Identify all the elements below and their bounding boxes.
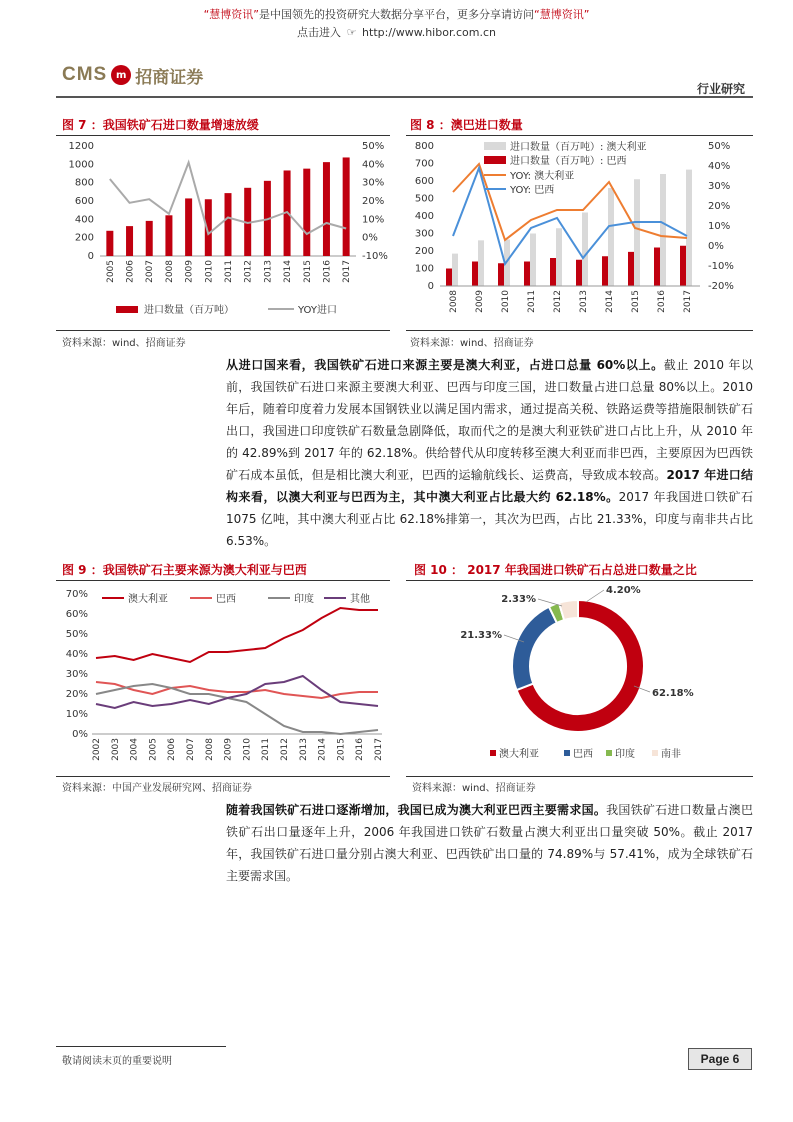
footer-note: 敬请阅读末页的重要说明 <box>62 1056 172 1067</box>
fig8-bar-brazil <box>628 252 634 286</box>
fig9-bottom-rule <box>56 776 390 777</box>
fig7-ytick-right: 50% <box>362 141 385 152</box>
fig8-bar-australia <box>608 188 614 286</box>
fig8-bar-brazil <box>602 256 608 286</box>
fig7-ytick-left: 800 <box>74 177 94 189</box>
fig8-xtick: 2016 <box>657 290 667 313</box>
fig9-xtick: 2016 <box>355 738 366 761</box>
fig7-xtick: 2017 <box>342 260 353 283</box>
fig8-source: 资料来源：wind、招商证券 <box>410 338 534 349</box>
fig8-bottom-rule <box>406 330 753 331</box>
paragraph-import-sources <box>226 354 753 552</box>
fig7-xtick: 2010 <box>204 260 215 283</box>
fig9-ytick: 50% <box>65 629 88 640</box>
section-label: 行业研究 <box>696 82 745 96</box>
fig8-bar-australia <box>582 213 588 287</box>
fig10-value-label-india: 2.33% <box>501 594 536 605</box>
fig10-legend-swatch <box>652 750 658 756</box>
fig10-source: 资料来源：wind、招商证券 <box>412 783 536 794</box>
fig8-ytick-right: 10% <box>708 221 731 232</box>
fig8-xtick: 2015 <box>631 290 641 313</box>
fig8-bar-brazil <box>654 248 660 287</box>
fig9-title: 图 9 ：我国铁矿石主要来源为澳大利亚与巴西 <box>62 563 307 577</box>
banner-url[interactable]: http://www.hibor.com.cn <box>362 26 496 39</box>
fig8-bar-brazil <box>472 262 478 287</box>
fig8-ytick-left: 300 <box>414 228 434 240</box>
fig9-source: 资料来源：中国产业发展研究网、招商证券 <box>62 783 252 794</box>
fig9-xtick: 2003 <box>110 738 121 761</box>
fig7-ytick-left: 1200 <box>68 141 94 152</box>
fig7-legend-bar-label: 进口数量（百万吨） <box>144 305 234 316</box>
fig10-legend-swatch <box>564 750 570 756</box>
fig7-bottom-rule <box>56 330 390 331</box>
fig9-xtick: 2004 <box>129 738 140 761</box>
fig9-xtick: 2013 <box>298 738 309 761</box>
fig8-xtick: 2009 <box>475 290 485 313</box>
fig9-ytick: 60% <box>65 609 88 620</box>
fig8-ytick-left: 0 <box>427 281 434 292</box>
para1-body: 截止 2010 年以前，我国铁矿石进口来源主要澳大利亚、巴西与印度三国，进口数量占进口总量 80%以上。2010 年后，随着印度着力发展本国钢铁业以满足国内需求，通过提高关税、铁路运费等措施限制铁矿石出口，我国进口印度铁矿石数量急剧降低，取而代之的是澳大利亚铁矿进口占比上升，从 2010 年的 42.89%到 2017 年的 62.18%。供给替代从印度转移至澳大利亚而非巴西，主要原因为巴西铁矿石成本虽低，但是相比澳大利亚，巴西的运输航线长、运费高，导致成本较高。 <box>226 358 754 482</box>
fig9-legend-label: 印度 <box>294 594 314 605</box>
fig8-legend-yoy-br-label: YOY: 巴西 <box>510 185 555 196</box>
fig10-legend-label: 印度 <box>615 749 635 760</box>
fig9-xtick: 2010 <box>242 738 253 761</box>
fig9-xtick: 2009 <box>223 738 234 761</box>
fig9-xtick: 2012 <box>280 738 290 761</box>
fig7-title: 图 7 ：我国铁矿石进口数量增速放缓 <box>62 118 259 132</box>
fig8-bar-australia <box>686 170 692 286</box>
banner-brand: “慧博资讯” <box>203 8 259 21</box>
pointer-hand-icon: ☞ <box>346 26 357 39</box>
fig7-legend-line-label: YOY进口 <box>298 305 337 316</box>
fig7-ytick-right: 10% <box>362 214 385 226</box>
fig10-leader-south-africa <box>586 590 604 602</box>
fig10-slice-brazil <box>512 607 557 690</box>
fig8-xtick: 2014 <box>605 290 615 313</box>
fig9-ytick: 30% <box>65 669 88 680</box>
fig7-bar <box>343 157 350 256</box>
fig7-xtick: 2009 <box>184 260 195 283</box>
cms-logo <box>62 64 203 86</box>
fig7-ytick-left: 1000 <box>68 159 94 171</box>
fig7-ytick-right: -10% <box>362 251 388 262</box>
fig9-xtick: 2006 <box>167 738 178 761</box>
fig10-value-label-south-africa: 4.20% <box>606 585 641 596</box>
fig8-xtick: 2013 <box>579 290 589 313</box>
fig8-chart <box>406 138 753 326</box>
fig8-legend-brazil-swatch <box>484 156 506 164</box>
fig8-bar-brazil <box>680 246 686 286</box>
fig8-ytick-right: 50% <box>708 141 731 152</box>
fig8-bar-brazil <box>446 269 452 287</box>
fig7-xtick: 2011 <box>224 260 234 283</box>
fig10-bottom-rule <box>406 776 753 777</box>
fig8-bar-australia <box>556 228 562 286</box>
fig7-ytick-left: 600 <box>74 196 94 207</box>
fig7-xtick: 2012 <box>243 260 254 283</box>
fig7-source: 资料来源：wind、招商证券 <box>62 338 186 349</box>
fig8-legend-brazil-label: 进口数量（百万吨）: 巴西 <box>510 156 627 167</box>
fig9-legend-label: 澳大利亚 <box>128 594 168 605</box>
para2-body: 我国铁矿石进口数量占澳巴铁矿石出口量逐年上升，2006 年我国进口铁矿石数量占澳大利亚出口量突破 50%。截止 2017 年，我国铁矿石进口量分别占澳大利亚、巴西铁矿出口量的 74.89%与 57.41%，成为全球铁矿石主要需求国。 <box>226 803 753 883</box>
fig7-chart <box>56 138 396 326</box>
top-banner <box>0 6 793 22</box>
fig8-bar-australia <box>634 179 640 286</box>
fig8-ytick-left: 700 <box>414 158 434 170</box>
fig8-ytick-right: 20% <box>708 201 731 212</box>
fig8-ytick-right: 0% <box>708 241 724 252</box>
fig8-xtick: 2008 <box>449 290 459 313</box>
fig7-xtick: 2008 <box>164 260 175 283</box>
fig9-xtick: 2017 <box>374 738 384 761</box>
banner-enter-label: 点击进入 <box>297 26 342 39</box>
fig7-ytick-left: 400 <box>74 214 94 226</box>
fig7-xtick: 2007 <box>145 260 156 283</box>
fig7-ytick-left: 200 <box>74 232 94 244</box>
para1-lead: 从进口国来看，我国铁矿石进口来源主要是澳大利亚，占进口总量 60%以上。 <box>226 358 664 372</box>
fig8-ytick-right: 40% <box>708 161 731 172</box>
fig10-title: 图 10 ： 2017 年我国进口铁矿石占总进口数量之比 <box>414 563 697 577</box>
fig9-chart <box>56 582 390 772</box>
fig7-xtick: 2013 <box>263 260 274 283</box>
logo-cn-text: 招商证券 <box>135 67 204 88</box>
fig9-xtick: 2008 <box>204 738 215 761</box>
fig8-bar-australia <box>452 254 458 286</box>
fig9-xtick: 2005 <box>148 738 159 761</box>
fig8-bar-australia <box>660 174 666 286</box>
fig8-title: 图 8 ：澳巴进口数量 <box>410 118 523 132</box>
page-number: Page 6 <box>688 1048 752 1070</box>
fig9-title-rule <box>56 580 390 581</box>
fig8-legend-australia-swatch <box>484 142 506 150</box>
fig10-chart <box>406 582 753 772</box>
fig7-xtick: 2015 <box>302 260 313 283</box>
fig10-legend-label: 澳大利亚 <box>499 749 539 760</box>
logo-cms-text: CMS <box>62 64 108 85</box>
fig8-xtick: 2011 <box>527 290 537 313</box>
fig8-bar-australia <box>530 234 536 287</box>
fig10-legend-swatch <box>606 750 612 756</box>
fig9-xtick: 2015 <box>336 738 347 761</box>
fig10-value-label-australia: 62.18% <box>652 688 694 699</box>
fig8-yoy-brazil-line <box>453 168 687 264</box>
fig8-xtick: 2017 <box>683 290 693 313</box>
fig9-ytick: 20% <box>65 689 88 700</box>
banner-brand-2: “慧博资讯” <box>534 8 590 21</box>
fig10-title-rule <box>406 580 753 581</box>
fig7-bar <box>126 226 133 256</box>
fig7-ytick-right: 40% <box>362 159 385 171</box>
fig9-xtick: 2014 <box>317 738 328 761</box>
fig8-bar-brazil <box>576 260 582 286</box>
fig7-ytick-right: 0% <box>362 232 378 244</box>
fig9-ytick: 40% <box>65 649 88 660</box>
fig8-bar-australia <box>478 240 484 286</box>
fig8-bar-brazil <box>524 262 530 287</box>
fig7-bar <box>303 169 310 256</box>
fig7-xtick: 2005 <box>105 260 116 283</box>
fig7-bar <box>165 215 172 256</box>
fig9-xtick: 2002 <box>92 738 102 761</box>
fig9-xtick: 2007 <box>186 738 196 761</box>
fig8-xtick: 2012 <box>553 290 563 313</box>
fig7-ytick-left: 0 <box>87 251 94 262</box>
fig9-ytick: 70% <box>65 589 88 600</box>
fig9-ytick: 10% <box>65 709 88 720</box>
banner-link-row[interactable] <box>0 24 793 40</box>
fig8-ytick-left: 400 <box>414 211 434 222</box>
para1-body-2: 2017 年我国进口铁矿石 1075 亿吨，其中澳大利亚占比 62.18%排第一，其次为巴西，占比 21.33%，印度与南非共占比 6.53%。 <box>226 490 753 548</box>
fig8-ytick-left: 200 <box>414 246 434 257</box>
fig7-xtick: 2016 <box>322 260 333 283</box>
fig7-bar <box>146 221 153 256</box>
fig9-ytick: 0% <box>72 729 88 740</box>
fig9-legend-label: 其他 <box>350 594 370 605</box>
fig8-bar-brazil <box>550 258 556 286</box>
logo-badge-icon: m <box>111 65 131 85</box>
fig8-bar-brazil <box>498 263 504 286</box>
fig7-bar <box>323 162 330 256</box>
fig7-bar <box>225 193 232 256</box>
fig10-value-label-brazil: 21.33% <box>460 630 502 641</box>
fig9-line-australia <box>96 608 378 662</box>
fig9-xtick: 2011 <box>261 738 272 761</box>
fig7-title-rule <box>56 135 390 136</box>
fig8-title-rule <box>406 135 753 136</box>
paragraph-demand <box>226 799 753 887</box>
fig10-legend-swatch <box>490 750 496 756</box>
para2-lead: 随着我国铁矿石进口逐渐增加，我国已成为澳大利亚巴西主要需求国。 <box>226 803 607 817</box>
fig9-legend-label: 巴西 <box>216 594 236 605</box>
banner-text: 是中国领先的投资研究大数据分享平台，更多分享请访问 <box>259 8 534 21</box>
fig8-ytick-left: 800 <box>414 141 434 152</box>
fig7-legend-bar-swatch <box>116 306 138 313</box>
fig7-ytick-right: 20% <box>362 196 385 207</box>
fig7-xtick: 2006 <box>125 260 136 283</box>
fig10-legend-label: 巴西 <box>573 749 593 760</box>
fig8-legend-australia-label: 进口数量（百万吨）: 澳大利亚 <box>510 142 647 153</box>
fig8-ytick-left: 100 <box>414 263 434 275</box>
fig7-bar <box>106 231 113 256</box>
fig8-ytick-right: -20% <box>708 281 734 292</box>
fig8-ytick-right: 30% <box>708 181 731 192</box>
para1-lead-2: 2017 年进口结构来看，以澳大利亚与巴西为主，其中澳大利亚占比最大约 62.18%。 <box>226 468 754 504</box>
footer-rule <box>56 1046 226 1047</box>
fig10-legend-label: 南非 <box>661 749 681 760</box>
fig8-legend-yoy-au-label: YOY: 澳大利亚 <box>510 171 575 182</box>
fig7-xtick: 2014 <box>283 260 294 283</box>
fig7-ytick-right: 30% <box>362 177 385 189</box>
fig7-bar <box>185 198 192 256</box>
fig8-ytick-left: 500 <box>414 193 434 205</box>
fig8-ytick-left: 600 <box>414 176 434 187</box>
fig8-xtick: 2010 <box>501 290 511 313</box>
header-rule <box>56 96 753 98</box>
fig8-ytick-right: -10% <box>708 261 734 272</box>
